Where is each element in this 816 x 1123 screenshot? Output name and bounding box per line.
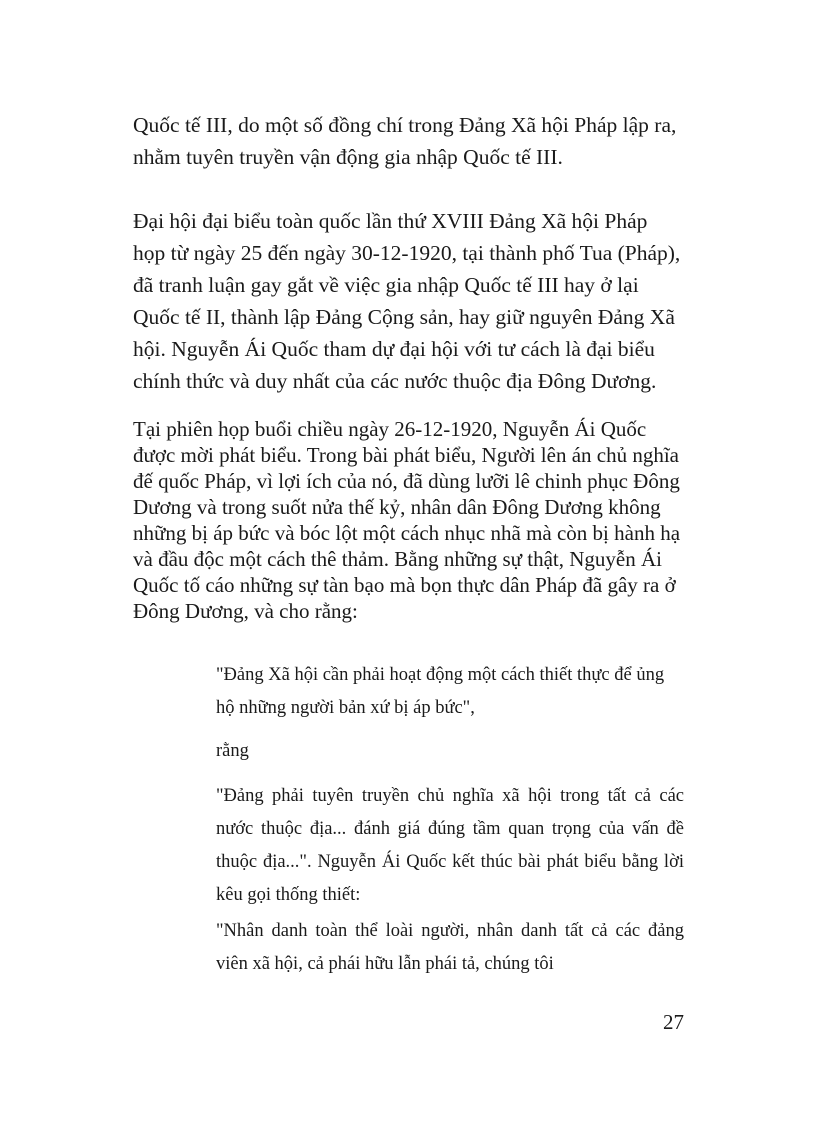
quote-connector-text: rằng	[216, 741, 249, 761]
block-quote-third: "Nhân danh toàn thể loài người, nhân danh tất cả các đảng viên xã hội, cả phái hữu lẫn phái tả, chúng tôi	[216, 921, 684, 974]
block-quote-second: "Đảng phải tuyên truyền chủ nghĩa xã hội trong tất cả các nước thuộc địa... đánh giá đúng tầm quan trọng của vấn đề thuộc địa...". Nguyễn Ái Quốc kết thúc bài phát biểu bằng lời kêu gọi thống thiết:	[216, 786, 684, 905]
paragraph-phat-bieu: Tại phiên họp buổi chiều ngày 26-12-1920, Nguyễn Ái Quốc được mời phát biểu. Trong bài phát biểu, Người lên án chủ nghĩa đế quốc Pháp, vì lợi ích của nó, đã dùng lưỡi lê chinh phục Đông Dương và trong suốt nửa thế kỷ, nhân dân Đông Dương không những bị áp bức và bóc lột một cách nhục nhã mà còn bị hành hạ và đầu độc một cách thê thảm. Bằng những sự thật, Nguyễn Ái Quốc tố cáo những sự tàn bạo mà bọn thực dân Pháp đã gây ra ở Đông Dương, và cho rằng:	[133, 417, 681, 623]
block-quote-first: "Đảng Xã hội cần phải hoạt động một cách thiết thực để ủng hộ những người bản xứ bị áp bức",	[216, 665, 665, 718]
paragraph-quoc-te-iii: Quốc tế III, do một số đồng chí trong Đảng Xã hội Pháp lập ra, nhằm tuyên truyền vận động gia nhập Quốc tế III.	[133, 113, 677, 169]
paragraph-dai-hoi-tua: Đại hội đại biểu toàn quốc lần thứ XVIII Đảng Xã hội Pháp họp từ ngày 25 đến ngày 30-12-1920, tại thành phố Tua (Pháp), đã tranh luận gay gắt về việc gia nhập Quốc tế III hay ở lại Quốc tế II, thành lập Đảng Cộng sản, hay giữ nguyên Đảng Xã hội. Nguyễn Ái Quốc tham dự đại hội với tư cách là đại biểu chính thức và duy nhất của các nước thuộc địa Đông Dương.	[133, 209, 681, 393]
page-number: 27	[663, 1010, 684, 1034]
